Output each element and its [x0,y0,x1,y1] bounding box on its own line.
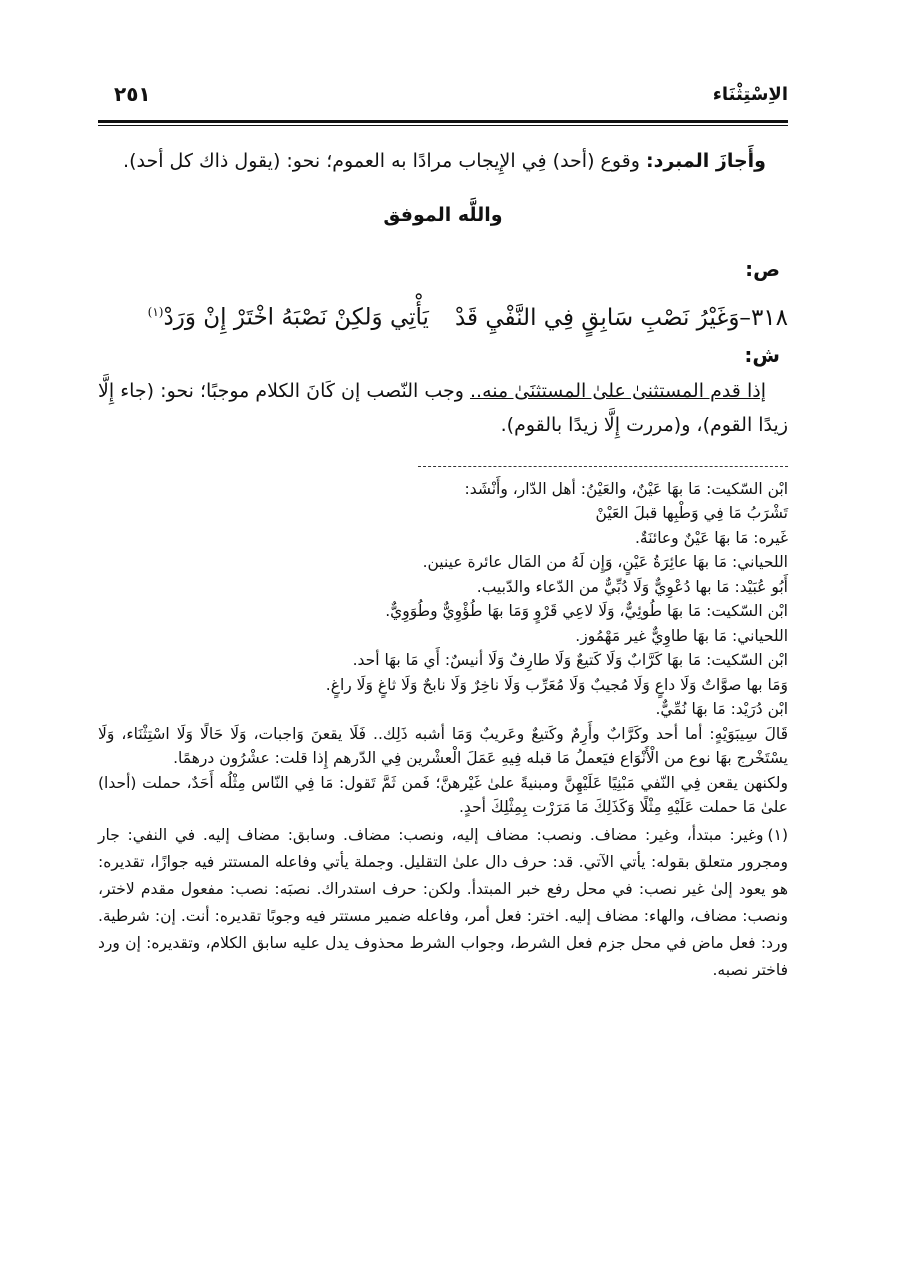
main-text [98,144,788,442]
header-rule-thin [98,125,788,126]
commentary-label-shin: ش: [744,342,780,367]
lexical-notes [98,477,788,820]
footnote-1 [98,822,788,984]
note-line: ابْن السّكيت: مَا بهَا طُوئِيٌّ، وَلَا لاعِي قَرْوٍ وَمَا بهَا طُؤْوِيٌّ وطُوَوِيٌّ. [385,602,788,621]
paragraph-mubarrad [98,144,788,178]
paragraph-lead: وأَجازَ المبرد: [645,150,766,172]
verse-line [98,292,788,338]
footnote-separator [418,466,788,467]
underlined-lead: إذا قدم المستثنىٰ علىٰ المستثنَىٰ منه.. [470,379,766,402]
note-line: اللحياني: مَا بهَا عائِرَةُ عَيْنٍ، وَإِن لَهُ من المَال عائرة عينين. [422,553,788,572]
note-line: وَمَا بها صوَّاتٌ وَلَا داعٍ وَلَا مُجيبٌ وَلَا مُعَرِّب وَلَا ناخِرٌ وَلَا نابحٌ وَلَا ثاغٍ وَلَا راغٍ. [325,675,788,694]
note-line: غَيره: مَا بهَا عَيْنٌ وعائنَةٌ. [634,528,788,547]
note-line: أَبُو عُبَيْد: مَا بها دُعْوِيٌّ وَلَا دُبِّيٌّ من الدّعاء والدّبيب. [476,577,788,596]
note-line: تَشْرَبُ مَا فِي وَطْبِها قبلَ العَيْنْ [595,504,788,523]
paragraph-commentary [98,374,788,442]
verse-hemistich-first: ٣١٨–وَغَيْرُ نَصْبِ سَابِقٍ فِي النَّفْيِ قَدْ [454,304,788,331]
footnote-text: وغير: مبتدأ، وغير: مضاف. ونصب: مضاف إليه، ونصب: مضاف. وسابق: مضاف إليه. في النفي: جار ومجرور متعلق بقوله: يأتي الآتي. قد: حرف دال علىٰ التقليل. وجملة يأتي وفاعله المستتر فيه جوازًا، تقديره: هو يعود إلىٰ غير نصب: في محل رفع خبر المبتدأ. ولكن: حرف استدراك. نصبَه: نصب: مفعول مقدم لاختر، ونصب: مضاف، والهاء: مضاف إليه. اختر: فعل أمر، وفاعله ضمير مستتر فيه وجوبًا تقديره: أنت. إن: شرطية. ورد: فعل ماض في محل جزم فعل الشرط، وجواب الشرط محذوف يدل عليه سابق الكلام، وتقديره: إن ورد فاختر نصبه. [98,825,788,979]
note-line: ابْن دُرَيْد: مَا بهَا نُمِّيٌّ. [655,700,788,719]
running-title: الاِسْتِثْنَاء [712,84,788,105]
note-line: ابْن السّكيت: مَا بهَا كَرَّابٌ وَلَا كَتيعٌ وَلَا طارِفٌ وَلَا أنيسٌ: أَي مَا بهَا أحد. [352,651,788,670]
closing-phrase: واللَّه الموفق [383,204,503,226]
paragraph-body: وقوع (أحد) فِي الإِيجاب مرادًا به العموم؛ نحو: (يقول ذاك كل أحد). [123,150,646,172]
verse-footnote-marker: (١) [147,305,164,319]
verse-hemistich-second: يَأْتِي وَلكِنْ نَصْبَهُ اخْتَرْ إِنْ وَرَدْ [163,304,429,331]
header-rule-thick [98,120,788,123]
note-paragraph: قَالَ سِيبَوَيْهٍ: أما أحد وكَرَّابٌ وأَرِمٌ وكَتيعٌ وعَريبٌ وَمَا أشبه ذَلِك.. فَلَا يقعنَ وَاجبات، وَلَا حَالًا وَلَا اسْتِثْنَاء، وَلَا يسْتَخْرج بهَا نوع من الْأَنْوَاع فيَعملُ مَا قبله فِيهِ عَمَلَ الْعشْرين فِي الدّرهم إِذا قلت: عشْرُون درهمًا. [98,724,788,768]
footnote-marker: (١) [767,825,788,844]
note-line: اللحياني: مَا بهَا طاوِيٌّ غير مَهْمُوز. [575,626,788,645]
paragraph-commentary-body: وجب النّصب إن كَانَ الكلام موجبًا؛ نحو: (جاء إِلَّا زيدًا القوم)، و(مررت إِلَّا زيدًا بالقوم). [98,379,788,436]
page-number: ٢٥١ [114,82,151,106]
note-paragraph: ولكنهن يقعن فِي النّفي مَبْنِيًا عَلَيْهِنَّ ومبنيةً علىٰ غَيْرهنَّ؛ فَمن ثَمَّ تَقول: مَا فِي النّاس مِثْلُه أَحَدٌ، حملت (أحدا) علىٰ مَا حملت عَلَيْهِ مِثْلًا وَكَذَلِكَ مَا مَرَرْت بِمِثْلِكَ أحدٍ. [98,773,788,817]
page [98,78,788,984]
text-label-sad: ص: [745,257,780,281]
page-header [98,78,788,118]
note-line: ابْن السّكيت: مَا بهَا عَيْنٌ، والعَيْنُ: أهل الدّار، وأَنْشَد: [464,479,788,498]
